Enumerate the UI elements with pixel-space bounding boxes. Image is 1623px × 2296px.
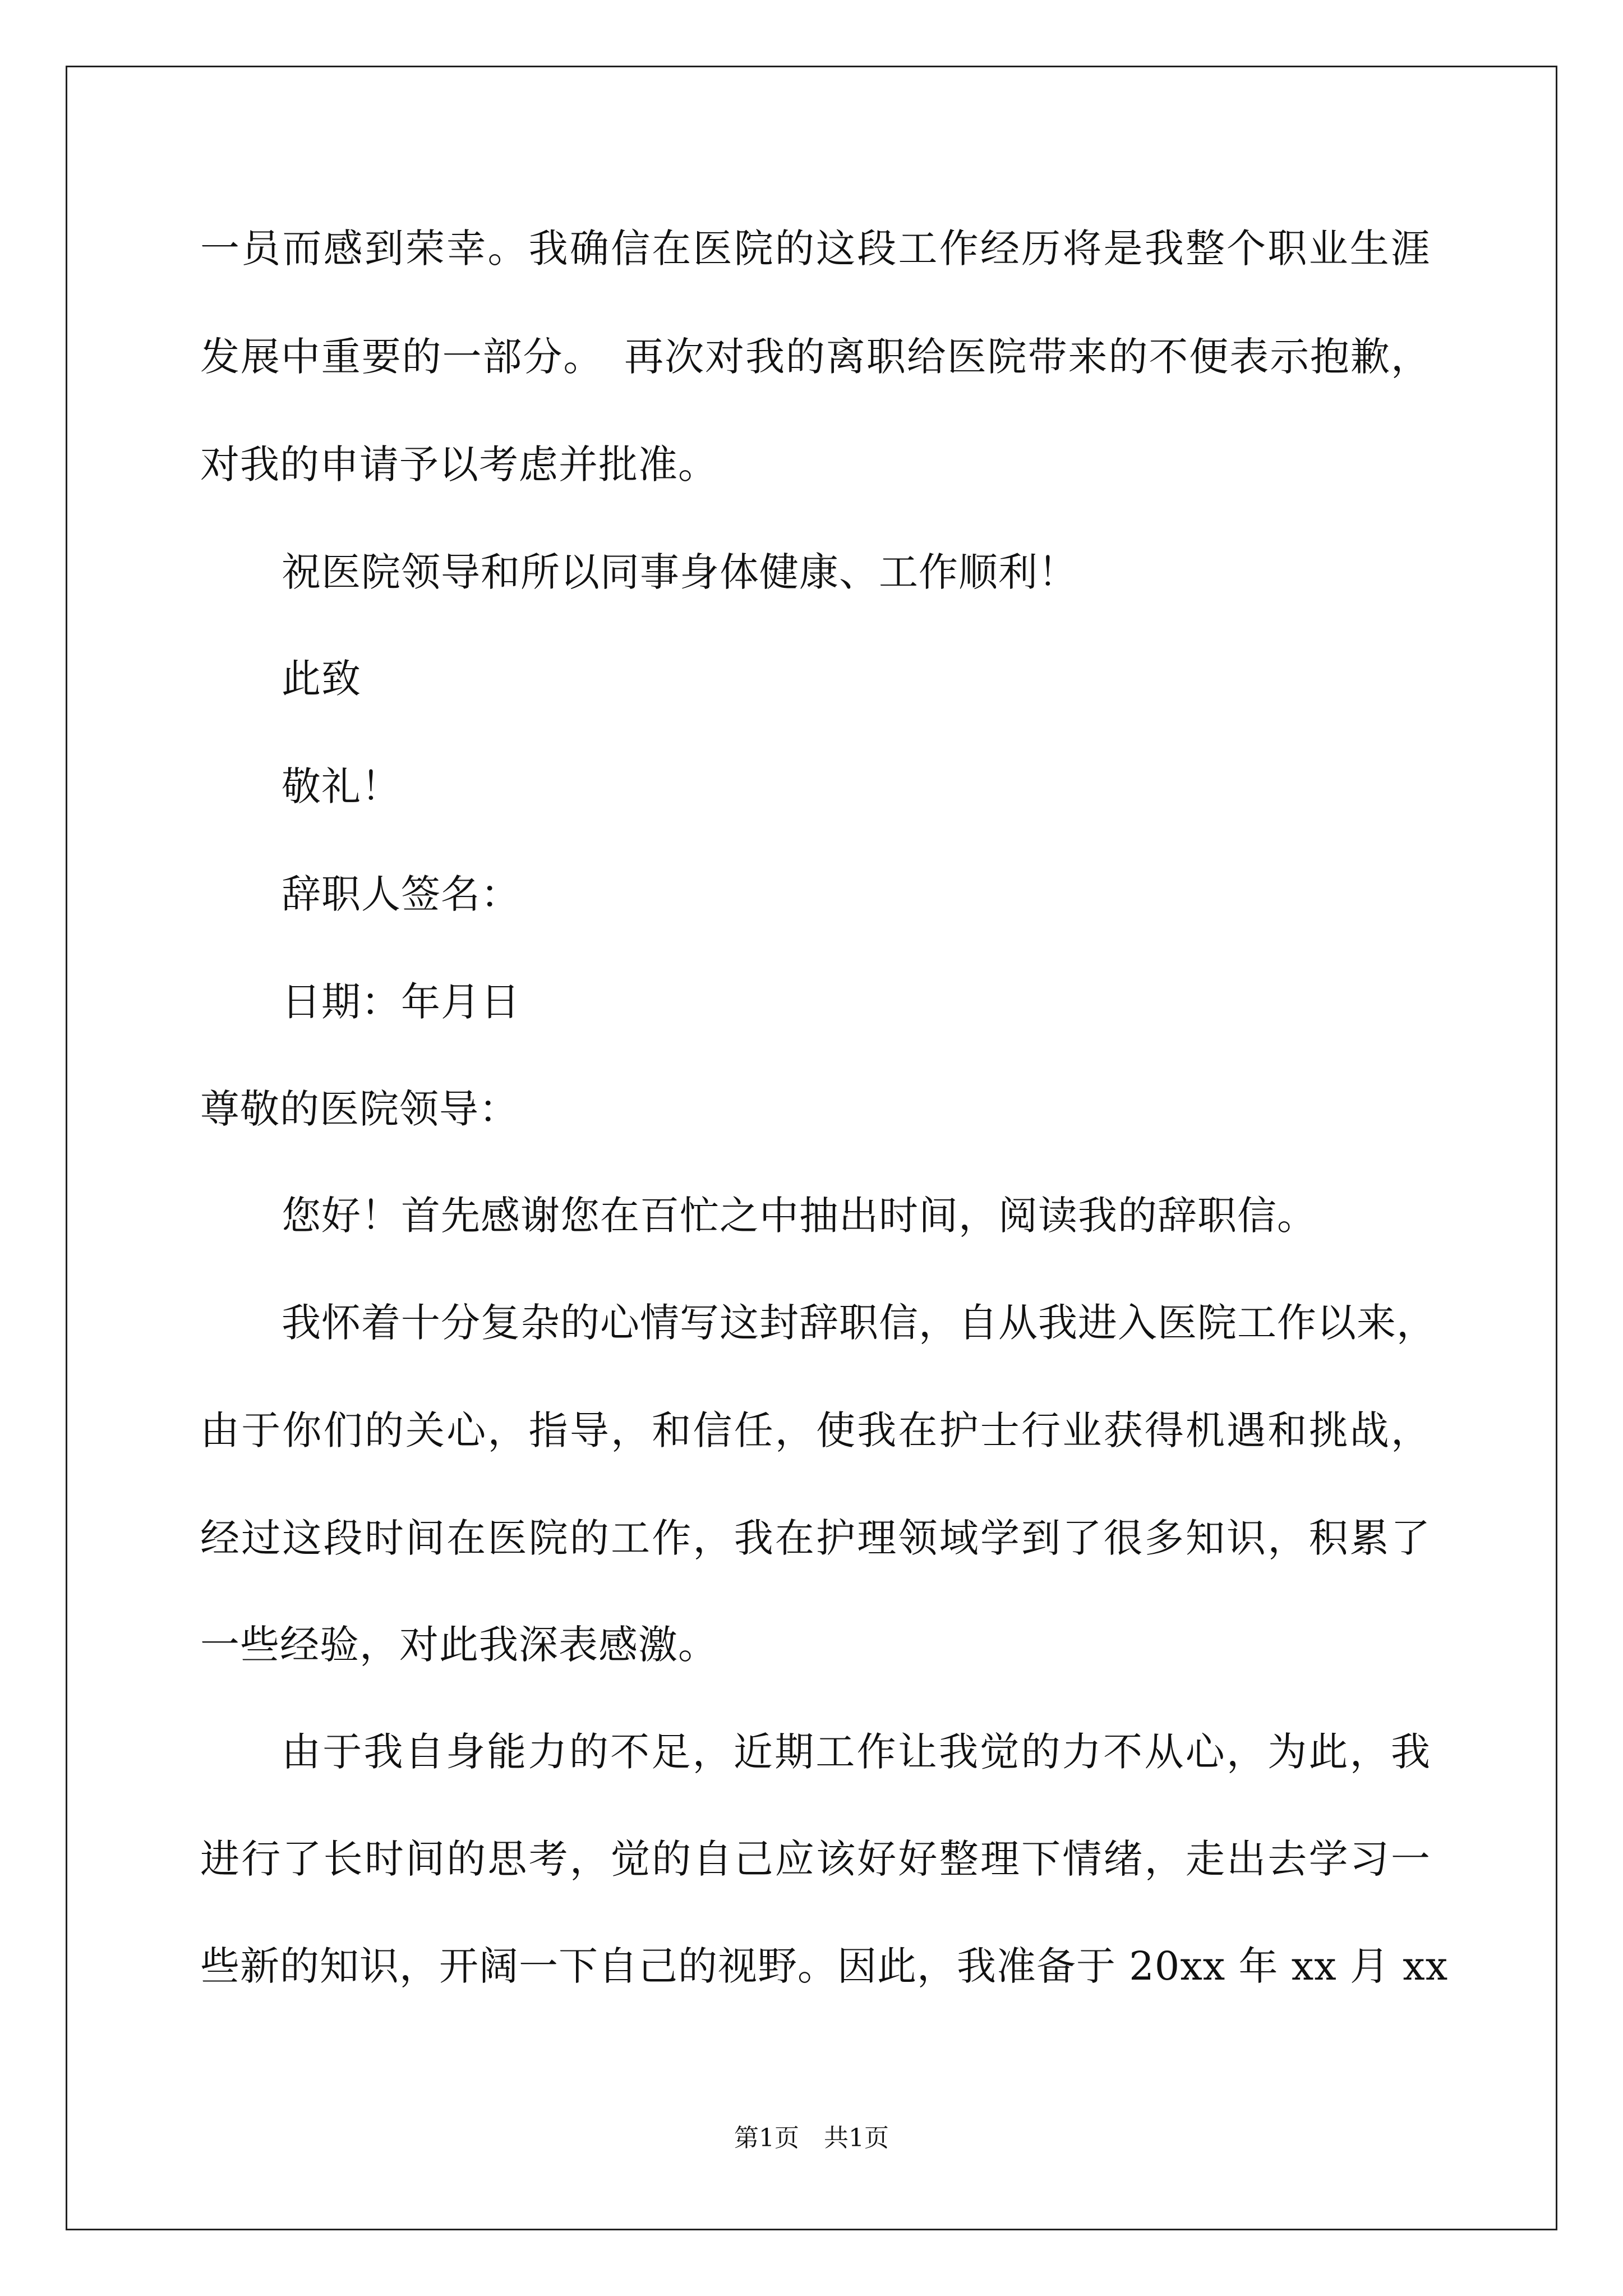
text-line: 您好！首先感谢您在百忙之中抽出时间，阅读我的辞职信。 [282,1193,1317,1239]
text-line: 进行了长时间的思考，觉的自己应该好好整理下情绪，走出去学习一 [200,1836,1431,1882]
text-line: 些新的知识，开阔一下自己的视野。因此，我准备于 20xx 年 xx 月 xx [200,1943,1449,1989]
text-line: 敬礼！ [282,763,401,809]
text-line: 经过这段时间在医院的工作，我在护理领域学到了很多知识，积累了 [200,1515,1431,1561]
text-line: 辞职人签名： [282,871,520,917]
text-line: 我怀着十分复杂的心情写这封辞职信，自从我进入医院工作以来， [282,1300,1436,1346]
text-line: 祝医院领导和所以同事身体健康、工作顺利！ [282,549,1078,595]
text-line: 日期：年月日 [282,979,520,1025]
text-line: 一些经验，对此我深表感激。 [200,1622,718,1668]
text-line: 对我的申请予以考虑并批准。 [200,441,718,487]
text-line: 此致 [282,656,361,702]
text-line: 由于你们的关心，指导，和信任，使我在护士行业获得机遇和挑战， [200,1407,1431,1453]
text-line: 尊敬的医院领导： [200,1086,519,1132]
page-border [66,66,1557,2230]
page-footer: 第1页 共1页 [734,2124,889,2152]
text-line: 一员而感到荣幸。我确信在医院的这段工作经历将是我整个职业生涯 [200,226,1431,272]
text-line: 发展中重要的一部分。 再次对我的离职给医院带来的不便表示抱歉， [200,334,1431,380]
text-line: 由于我自身能力的不足，近期工作让我觉的力不从心，为此，我 [282,1729,1431,1775]
